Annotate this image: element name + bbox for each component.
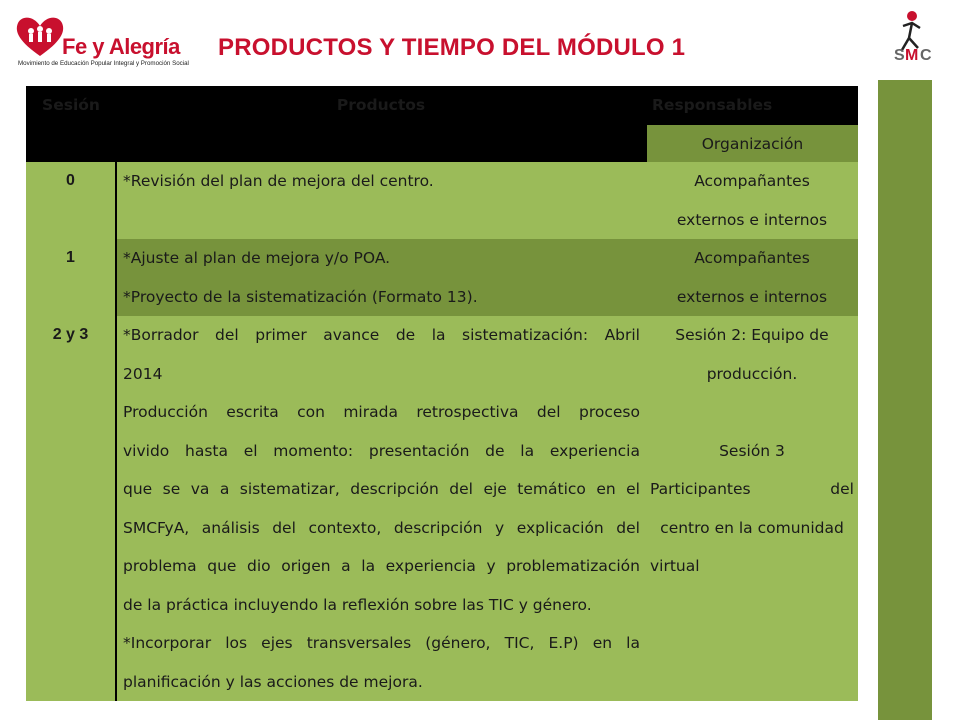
- svg-text:M: M: [905, 47, 919, 62]
- product-line: vivido hasta el momento: presentación de la experiencia: [123, 441, 640, 460]
- products-cell: [116, 162, 646, 239]
- responsibles-cell: [646, 239, 858, 316]
- responsible-line: producción.: [706, 364, 798, 383]
- product-line: *Borrador del primer avance de la sistematización: Abril: [123, 326, 640, 344]
- logo-brand-text: Fe y Alegría: [62, 34, 180, 59]
- product-line: 2014: [123, 364, 163, 383]
- product-line: problema que dio origen a la experiencia y problematización: [123, 557, 640, 575]
- responsible-line: externos e internos: [676, 210, 828, 229]
- product-line: *Incorporar los ejes transversales (género, TIC, E.P) en la: [123, 634, 640, 652]
- product-line: *Revisión del plan de mejora del centro.: [123, 172, 434, 190]
- session-cell: 2 y 3: [52, 326, 89, 343]
- responsible-line: Acompañantes: [694, 249, 810, 267]
- page-title: PRODUCTOS Y TIEMPO DEL MÓDULO 1: [218, 34, 686, 61]
- smc-logo: [872, 6, 952, 82]
- header-responsibles: Responsables: [646, 86, 858, 124]
- responsible-line: externos e internos: [676, 287, 828, 306]
- table-row: [26, 162, 858, 239]
- heart-logo-icon: [14, 14, 66, 58]
- table-row: [26, 316, 858, 701]
- table-header-row: [26, 86, 858, 124]
- decorative-side-bar: [878, 80, 932, 720]
- svg-text:C: C: [920, 47, 932, 62]
- product-line: *Proyecto de la sistematización (Formato 13).: [123, 287, 478, 306]
- responsible-line: Sesión 3: [719, 441, 785, 460]
- responsible-line: Sesión 2: Equipo de: [675, 326, 829, 344]
- subheader-organization: Organización: [646, 124, 858, 162]
- table-subheader-row: [26, 124, 858, 162]
- header-session: Sesión: [26, 86, 116, 124]
- responsible-line: [646, 393, 858, 432]
- responsible-line: Participantes del: [650, 480, 854, 498]
- logo-subtitle: Movimiento de Educación Popular Integral y Promoción Social: [18, 60, 189, 67]
- smc-figure-icon: [872, 6, 952, 62]
- table-row: [26, 239, 858, 316]
- responsible-line: virtual: [650, 557, 700, 575]
- product-line: planificación y las acciones de mejora.: [123, 672, 423, 691]
- session-cell: 1: [26, 239, 116, 316]
- smc-logo-text: S: [894, 47, 905, 62]
- responsibles-cell: [646, 316, 858, 701]
- products-cell: [116, 316, 646, 701]
- product-line: de la práctica incluyendo la reflexión sobre las TIC y género.: [123, 595, 592, 614]
- responsible-line: centro en la comunidad: [660, 518, 844, 537]
- header-products: Productos: [116, 86, 646, 124]
- product-line: Producción escrita con mirada retrospectiva del proceso: [123, 403, 640, 421]
- products-cell: [116, 239, 646, 316]
- session-cell: 0: [66, 172, 75, 189]
- fe-y-alegria-logo: [14, 14, 189, 70]
- product-line: SMCFyA, análisis del contexto, descripción y explicación del: [123, 518, 640, 537]
- product-line: que se va a sistematizar, descripción del eje temático en el: [123, 480, 640, 498]
- responsibles-cell: [646, 162, 858, 239]
- product-line: *Ajuste al plan de mejora y/o POA.: [123, 249, 391, 267]
- products-table: [26, 86, 858, 701]
- responsible-line: Acompañantes: [694, 172, 810, 190]
